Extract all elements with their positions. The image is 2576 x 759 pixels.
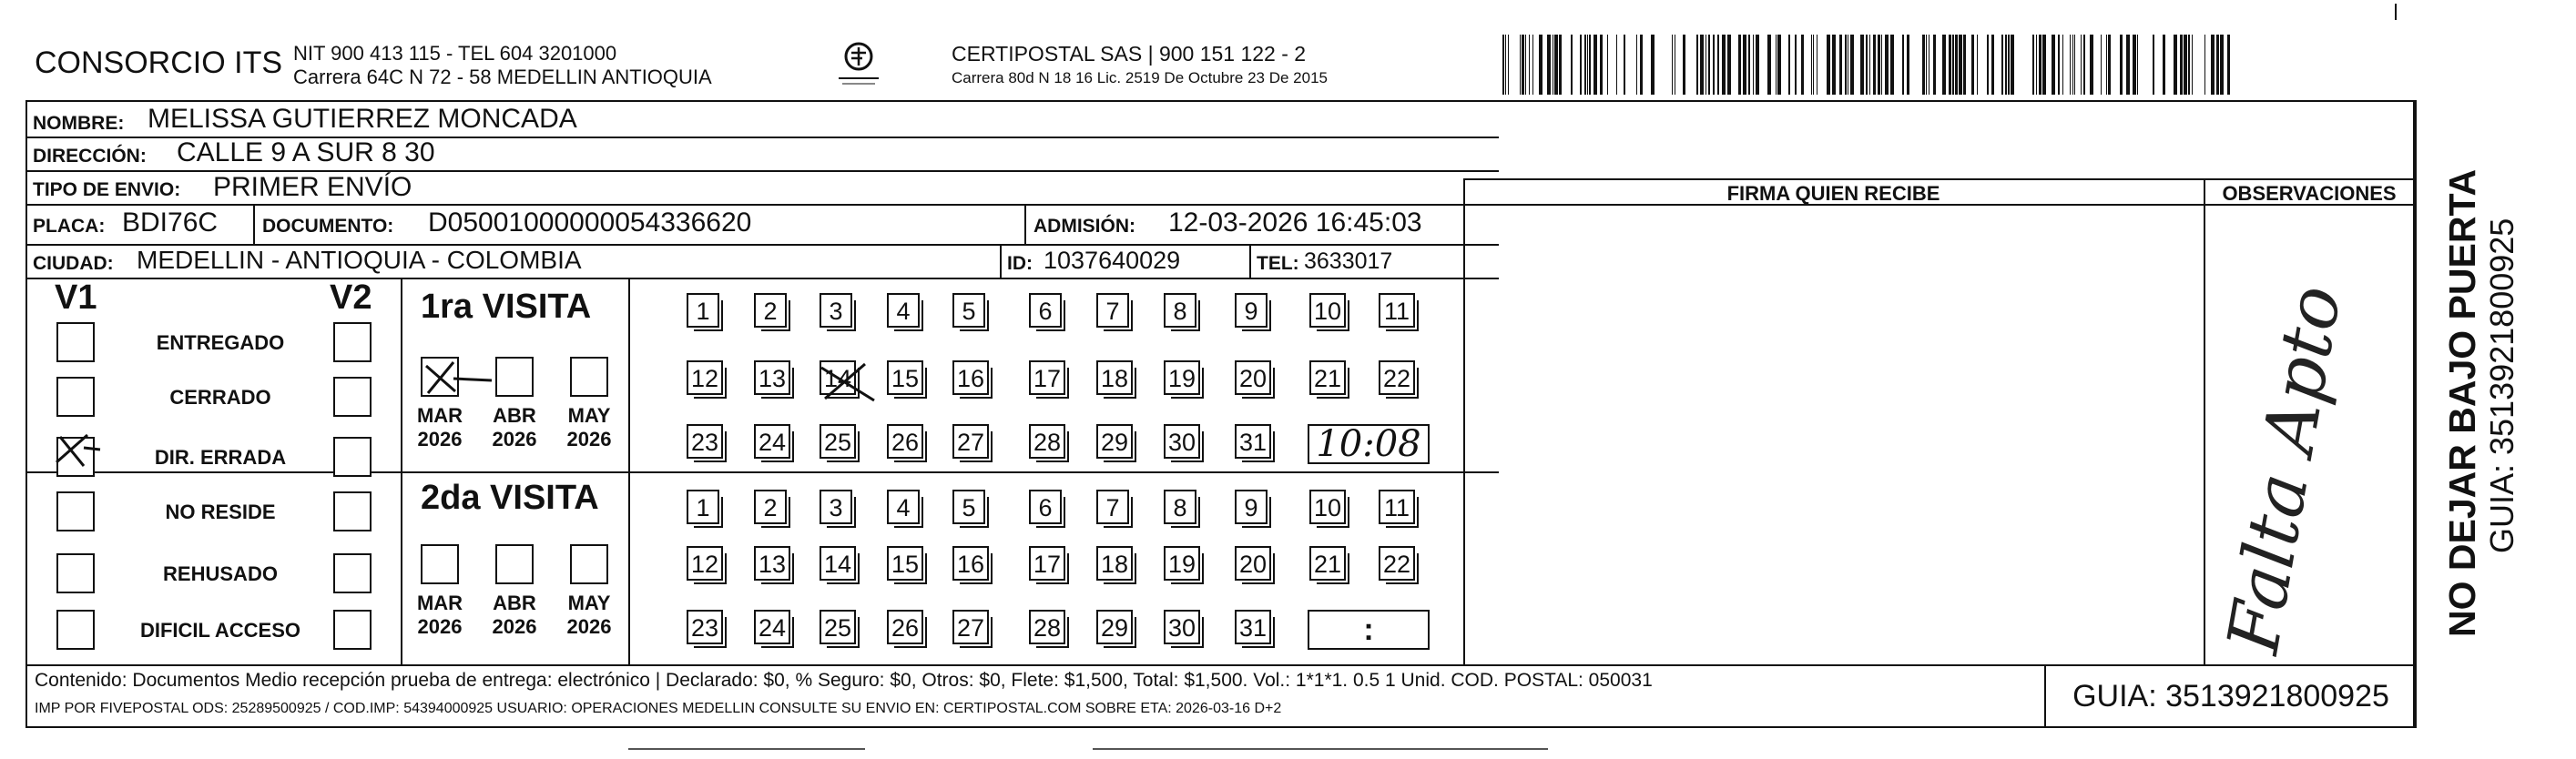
v2-label: V2 [330, 278, 372, 317]
day-box[interactable]: 14 [820, 360, 856, 395]
cross-day14-icon [821, 364, 874, 400]
day-box[interactable]: 14 [820, 546, 856, 581]
observations-header: OBSERVACIONES [2222, 182, 2397, 205]
print-line: IMP POR FIVEPOSTAL ODS: 25289500925 / COD.IMP: 54394000925 USUARIO: OPERACIONES MEDELLIN CONSULTE SU ENVIO EN: CERTIPOSTAL.COM SOBRE ETA: 2026-03-16 D+2 [35, 701, 1282, 716]
admission-label: ADMISIÓN: [1033, 216, 1135, 237]
day-box[interactable]: 8 [1164, 293, 1196, 328]
day-box[interactable]: 24 [754, 610, 790, 644]
day-box[interactable]: 6 [1029, 293, 1062, 328]
month-name: MAY [567, 404, 611, 427]
day-box[interactable]: 25 [820, 424, 856, 459]
day-box[interactable]: 30 [1164, 424, 1200, 459]
time-box[interactable]: 10:08 [1308, 424, 1430, 464]
day-box[interactable]: 7 [1096, 490, 1129, 524]
month-name: ABR [493, 404, 536, 427]
recipient-id: 1037640029 [1044, 247, 1181, 274]
day-box[interactable]: 16 [952, 360, 989, 395]
month-name: ABR [493, 592, 536, 614]
day-box[interactable]: 1 [687, 293, 719, 328]
address-label: DIRECCIÓN: [33, 146, 147, 167]
name-label: NOMBRE: [33, 113, 125, 134]
day-box[interactable]: 26 [887, 610, 923, 644]
document-number: D05001000000054336620 [428, 207, 752, 238]
city-label: CIUDAD: [33, 253, 114, 274]
day-box[interactable]: 22 [1379, 360, 1415, 395]
day-box[interactable]: 10 [1309, 293, 1346, 328]
month-year: 2026 [492, 428, 537, 450]
day-box[interactable]: 30 [1164, 610, 1200, 644]
day-box[interactable]: 11 [1379, 490, 1415, 524]
day-box[interactable]: 13 [754, 546, 790, 581]
day-box[interactable]: 21 [1309, 546, 1346, 581]
send-type: PRIMER ENVÍO [213, 172, 412, 202]
day-box[interactable]: 27 [952, 610, 989, 644]
recipient-name: MELISSA GUTIERREZ MONCADA [148, 104, 577, 134]
signature-header: FIRMA QUIEN RECIBE [1726, 182, 1940, 205]
day-box[interactable]: 15 [887, 546, 923, 581]
second-visit-label: 2da VISITA [421, 479, 599, 517]
day-box[interactable]: 17 [1029, 546, 1065, 581]
day-box[interactable]: 19 [1164, 546, 1200, 581]
bottom-mark [1093, 748, 1548, 750]
company-name: CONSORCIO ITS [35, 46, 283, 80]
month-name: MAR [416, 404, 463, 427]
day-box[interactable]: 18 [1096, 360, 1133, 395]
day-box[interactable]: 3 [820, 490, 852, 524]
content-line: Contenido: Documentos Medio recepción prueba de entrega: electrónico | Declarado: $0, % Seguro: $0, Otros: $0, Flete: $1,500, Total: $1,500. Vol.: 1*1*1. 0.5 1 Unid. COD. POSTAL: 050031 [35, 670, 1653, 691]
month-year: 2026 [566, 615, 612, 638]
day-box[interactable]: 1 [687, 490, 719, 524]
bottom-mark [628, 748, 865, 750]
day-box[interactable]: 3 [820, 293, 852, 328]
city: MEDELLIN - ANTIOQUIA - COLOMBIA [137, 246, 582, 274]
day-box[interactable]: 21 [1309, 360, 1346, 395]
month-year: 2026 [417, 615, 463, 638]
document-label: DOCUMENTO: [262, 216, 394, 237]
day-box[interactable]: 15 [887, 360, 923, 395]
plate-label: PLACA: [33, 216, 106, 237]
tel-label: TEL: [1257, 253, 1299, 274]
day-box[interactable]: 23 [687, 424, 723, 459]
footer-guide: GUIA: 3513921800925 [2072, 679, 2389, 713]
first-visit-label: 1ra VISITA [421, 288, 592, 326]
month-name: MAY [567, 592, 611, 614]
day-box[interactable]: 2 [754, 293, 787, 328]
day-box[interactable]: 13 [754, 360, 790, 395]
day-box[interactable]: 9 [1235, 490, 1268, 524]
day-box[interactable]: 22 [1379, 546, 1415, 581]
status-label: REHUSADO [163, 562, 278, 585]
day-box[interactable]: 26 [887, 424, 923, 459]
day-box[interactable]: 20 [1235, 546, 1271, 581]
month-year: 2026 [492, 615, 537, 638]
day-box[interactable]: 9 [1235, 293, 1268, 328]
day-box[interactable]: 12 [687, 546, 723, 581]
send-type-label: TIPO DE ENVIO: [33, 179, 181, 200]
admission-date: 12-03-2026 16:45:03 [1168, 207, 1422, 238]
day-box[interactable]: 16 [952, 546, 989, 581]
day-box[interactable]: 18 [1096, 546, 1133, 581]
check-dir-errada-icon [56, 435, 100, 466]
day-box[interactable]: 23 [687, 610, 723, 644]
day-box[interactable]: 4 [887, 490, 920, 524]
day-box[interactable]: 29 [1096, 610, 1133, 644]
day-box[interactable]: 28 [1029, 424, 1065, 459]
month-year: 2026 [417, 428, 463, 450]
day-box[interactable]: 12 [687, 360, 723, 395]
day-box[interactable]: 5 [952, 293, 985, 328]
day-box[interactable]: 25 [820, 610, 856, 644]
courier-line-1: CERTIPOSTAL SAS | 900 151 122 - 2 [952, 42, 1307, 66]
check-mar-icon [426, 362, 492, 393]
recipient-address: CALLE 9 A SUR 8 30 [177, 137, 435, 167]
day-box[interactable]: 5 [952, 490, 985, 524]
day-box[interactable]: 11 [1379, 293, 1415, 328]
day-box[interactable]: 31 [1235, 610, 1271, 644]
status-label: NO RESIDE [165, 501, 276, 523]
day-box[interactable]: 27 [952, 424, 989, 459]
company-line-1: NIT 900 413 115 - TEL 604 3201000 [293, 42, 617, 65]
company-line-2: Carrera 64C N 72 - 58 MEDELLIN ANTIOQUIA [293, 66, 712, 88]
time-box[interactable]: : [1308, 610, 1430, 650]
day-box[interactable]: 6 [1029, 490, 1062, 524]
courier-line-2: Carrera 80d N 18 16 Lic. 2519 De Octubre 23 De 2015 [952, 69, 1328, 86]
handwritten-note: Falta Apto [2212, 279, 2358, 660]
status-label: DIFICIL ACCESO [139, 619, 300, 642]
status-label: ENTREGADO [156, 331, 285, 354]
side-guide: GUIA: 3513921800925 [2483, 218, 2520, 553]
day-box[interactable]: 19 [1164, 360, 1200, 395]
day-box[interactable]: 8 [1164, 490, 1196, 524]
status-label: CERRADO [169, 386, 271, 409]
recipient-tel: 3633017 [1304, 248, 1393, 274]
day-box[interactable]: 10 [1309, 490, 1346, 524]
day-box[interactable]: 28 [1029, 610, 1065, 644]
id-label: ID: [1007, 253, 1033, 274]
day-box[interactable]: 20 [1235, 360, 1271, 395]
side-warning: NO DEJAR BAJO PUERTA [2441, 168, 2483, 637]
day-box[interactable]: 4 [887, 293, 920, 328]
day-box[interactable]: 2 [754, 490, 787, 524]
month-year: 2026 [566, 428, 612, 450]
status-label: DIR. ERRADA [154, 446, 287, 469]
day-box[interactable]: 7 [1096, 293, 1129, 328]
day-box[interactable]: 29 [1096, 424, 1133, 459]
day-box[interactable]: 31 [1235, 424, 1271, 459]
v1-label: V1 [55, 278, 97, 317]
day-box[interactable]: 17 [1029, 360, 1065, 395]
day-box[interactable]: 24 [754, 424, 790, 459]
month-name: MAR [416, 592, 463, 614]
plate: BDI76C [122, 207, 219, 238]
